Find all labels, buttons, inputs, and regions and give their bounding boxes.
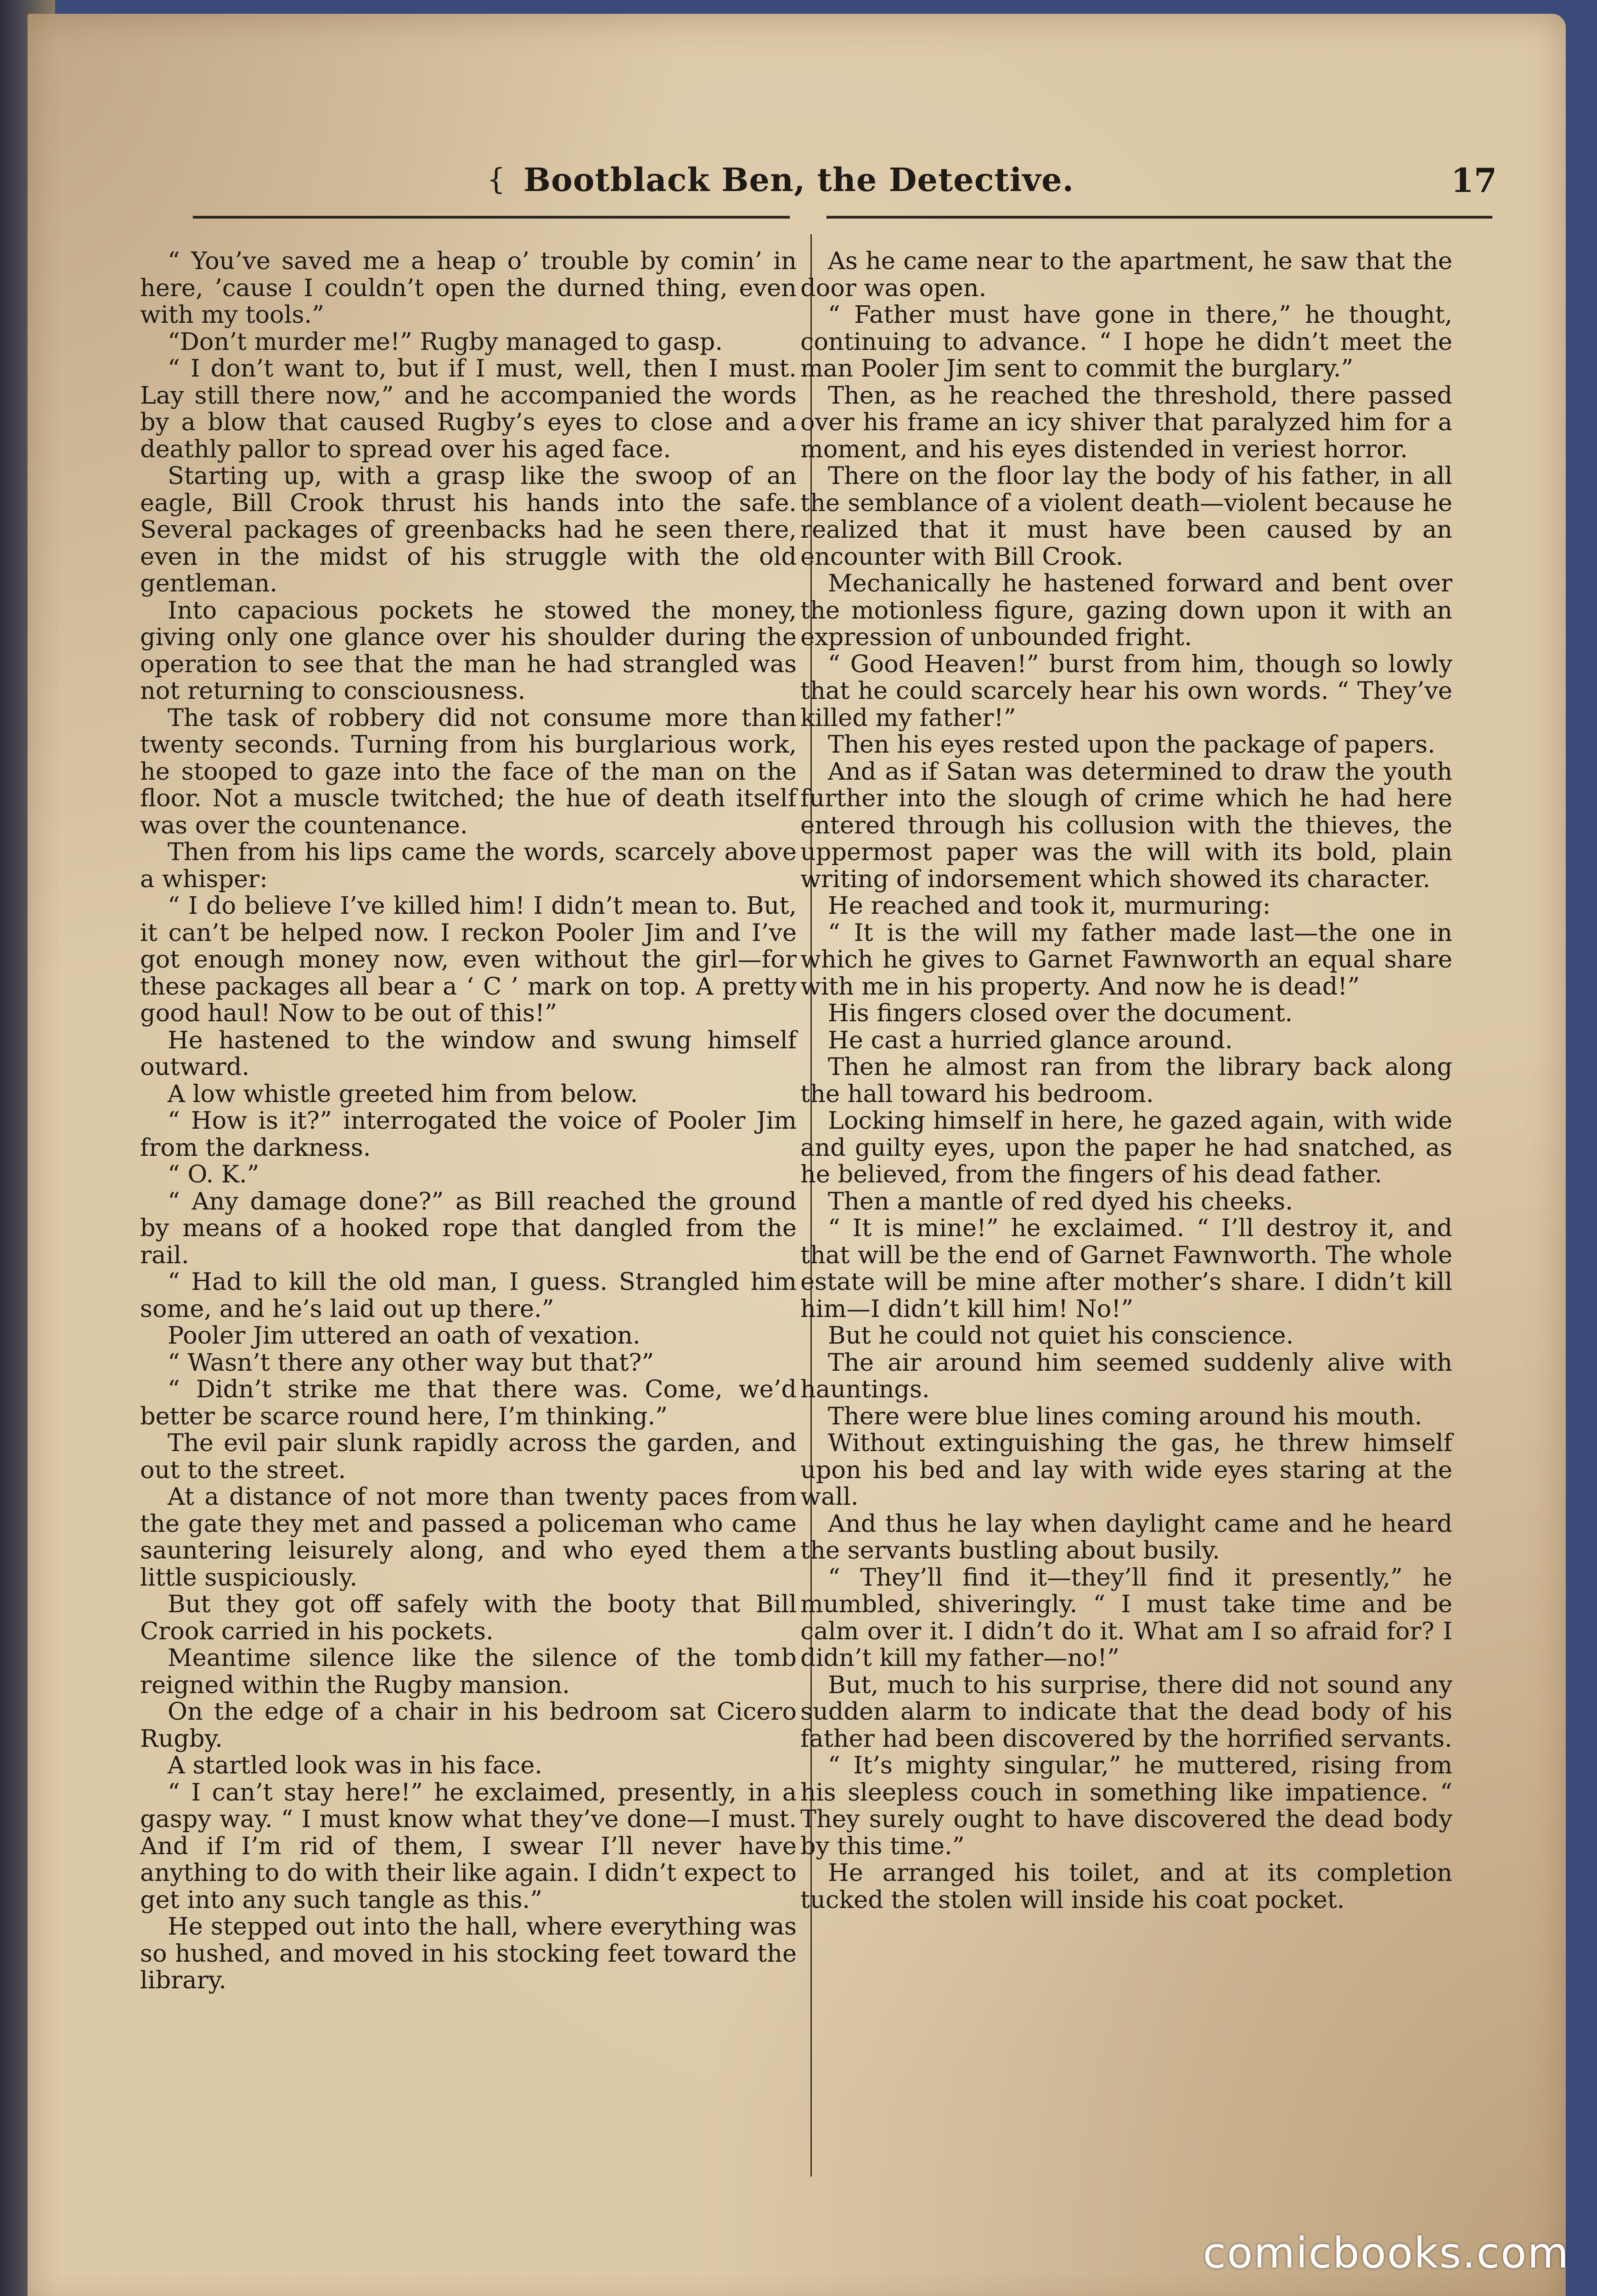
paragraph: “ O. K.” [168, 1160, 259, 1188]
paragraph: “ They’ll find it—they’ll find it presently,” he mumbled, shiveringly. “ I must take time and be calm over it. I didn’t do it. What am I so afraid for? I didn’t kill my father—no!” [800, 1563, 1452, 1672]
paragraph: Then, as he reached the threshold, there passed over his frame an icy shiver that paralyzed him for a moment, and his eyes distended in veriest horror. [800, 381, 1452, 463]
right-text-column [800, 248, 1452, 1913]
paragraph: Starting up, with a grasp like the swoop of an eagle, Bill Crook thrust his hands into the safe. Several packages of greenbacks had he seen there, even in the midst of his struggle with the old gentleman. [140, 462, 797, 597]
paragraph: “ Had to kill the old man, I guess. Strangled him some, and he’s laid out up there.” [140, 1268, 797, 1323]
paragraph: “ It is mine!” he exclaimed. “ I’ll destroy it, and that will be the end of Garnet Fawnworth. The whole estate will be mine after mother’s share. I didn’t kill him—I didn’t kill him! No!” [800, 1214, 1452, 1323]
paragraph: At a distance of not more than twenty paces from the gate they met and passed a policeman who came sauntering leisurely along, and who eyed them a little suspiciously. [140, 1483, 797, 1592]
paragraph: Then his eyes rested upon the package of papers. [828, 731, 1435, 759]
paragraph: Meantime silence like the silence of the tomb reigned within the Rugby mansion. [140, 1644, 797, 1699]
paragraph: On the edge of a chair in his bedroom sat Cicero Rugby. [140, 1698, 797, 1753]
header-title: Bootblack Ben, the Detective. [523, 161, 1074, 199]
paragraph: The task of robbery did not consume more than twenty seconds. Turning from his burglarious work, he stooped to gaze into the face of the man on the floor. Not a muscle twitched; the hue of death itself was over the countenance. [140, 703, 797, 839]
paragraph: He stepped out into the hall, where everything was so hushed, and moved in his stocking feet toward the library. [140, 1913, 797, 1994]
paragraph: Then a mantle of red dyed his cheeks. [828, 1187, 1293, 1216]
paragraph: “ Wasn’t there any other way but that?” [168, 1348, 654, 1377]
paragraph: “ You’ve saved me a heap o’ trouble by comin’ in here, ’cause I couldn’t open the durned thing, even with my tools.” [140, 247, 797, 329]
paragraph: “ How is it?” interrogated the voice of Pooler Jim from the darkness. [140, 1107, 797, 1162]
paragraph: “ It’s mighty singular,” he muttered, rising from his sleepless couch in something like impatience. “ They surely ought to have discovered the dead body by this time.” [800, 1751, 1452, 1860]
paragraph: Then he almost ran from the library back along the hall toward his bedroom. [800, 1053, 1452, 1108]
paragraph: He cast a hurried glance around. [828, 1026, 1233, 1054]
paragraph: Pooler Jim uttered an oath of vexation. [168, 1322, 641, 1350]
running-header [487, 161, 1497, 211]
watermark: comicbooks.com [1203, 2228, 1569, 2278]
paragraph: A low whistle greeted him from below. [168, 1080, 638, 1108]
paragraph: The air around him seemed suddenly alive with hauntings. [800, 1348, 1452, 1403]
paragraph: The evil pair slunk rapidly across the garden, and out to the street. [140, 1429, 797, 1484]
paragraph: Mechanically he hastened forward and bent over the motionless figure, gazing down upon it with an expression of unbounded fright. [800, 569, 1452, 651]
paragraph: “ Good Heaven!” burst from him, though so lowly that he could scarcely hear his own words. “ They’ve killed my father!” [800, 650, 1452, 732]
paragraph: Then from his lips came the words, scarcely above a whisper: [140, 838, 797, 893]
paragraph: As he came near to the apartment, he saw that the door was open. [800, 247, 1452, 302]
paragraph: A startled look was in his face. [168, 1751, 543, 1779]
paragraph: Into capacious pockets he stowed the money, giving only one glance over his shoulder during the operation to see that the man he had strangled was not returning to consciousness. [140, 596, 797, 705]
paragraph: “ I can’t stay here!” he exclaimed, presently, in a gaspy way. “ I must know what they’ve done—I must. And if I’m rid of them, I swear I’ll never have anything to do with their like again. I didn’t expect to get into any such tangle as this.” [140, 1778, 797, 1914]
header-rule-left [193, 216, 790, 219]
paragraph: There were blue lines coming around his mouth. [828, 1402, 1423, 1430]
paragraph: His fingers closed over the document. [828, 999, 1293, 1027]
paragraph: “ Didn’t strike me that there was. Come, we’d better be scarce round here, I’m thinking.” [140, 1375, 797, 1430]
paragraph: “ Father must have gone in there,” he thought, continuing to advance. “ I hope he didn’t meet the man Pooler Jim sent to commit the burglary.” [800, 301, 1452, 383]
paragraph: He hastened to the window and swung himself outward. [140, 1026, 797, 1081]
paragraph: But he could not quiet his conscience. [828, 1322, 1294, 1350]
paragraph: “ It is the will my father made last—the one in which he gives to Garnet Fawnworth an equal share with me in his property. And now he is dead!” [800, 918, 1452, 1001]
paragraph: “ I don’t want to, but if I must, well, then I must. Lay still there now,” and he accompanied the words by a blow that caused Rugby’s eyes to close and a deathly pallor to spread over his aged face. [140, 355, 797, 463]
left-text-column [140, 248, 797, 1994]
paragraph: There on the floor lay the body of his father, in all the semblance of a violent death—violent because he realized that it must have been caused by an encounter with Bill Crook. [800, 462, 1452, 571]
paragraph: Locking himself in here, he gazed again, with wide and guilty eyes, upon the paper he had snatched, as he believed, from the fingers of his dead father. [800, 1107, 1452, 1188]
paragraph: But they got off safely with the booty that Bill Crook carried in his pockets. [140, 1590, 797, 1645]
paragraph: He arranged his toilet, and at its completion tucked the stolen will inside his coat pocket. [800, 1859, 1452, 1914]
paragraph: And as if Satan was determined to draw the youth further into the slough of crime which he had here entered through his collusion with the thieves, the uppermost paper was the will with its bold, plain writing of indorsement which showed its character. [800, 757, 1452, 893]
magazine-page [28, 14, 1566, 2296]
paragraph: He reached and took it, murmuring: [828, 892, 1271, 920]
header-rule-right [827, 216, 1492, 219]
header-bracket: { [487, 163, 506, 197]
paragraph: And thus he lay when daylight came and he heard the servants bustling about busily. [800, 1509, 1452, 1564]
paragraph: “Don’t murder me!” Rugby managed to gasp. [168, 327, 723, 356]
paragraph: “ I do believe I’ve killed him! I didn’t mean to. But, it can’t be helped now. I reckon Pooler Jim and I’ve got enough money now, even without the girl—for these packages all bear a ‘ C ’ mark on top. A pretty good haul! Now to be out of this!” [140, 892, 797, 1027]
page-number: 17 [1451, 161, 1497, 200]
paragraph: Without extinguishing the gas, he threw himself upon his bed and lay with wide eyes staring at the wall. [800, 1429, 1452, 1511]
paragraph: “ Any damage done?” as Bill reached the ground by means of a hooked rope that dangled from the rail. [140, 1187, 797, 1269]
paragraph: But, much to his surprise, there did not sound any sudden alarm to indicate that the dead body of his father had been discovered by the horrified servants. [800, 1671, 1452, 1753]
